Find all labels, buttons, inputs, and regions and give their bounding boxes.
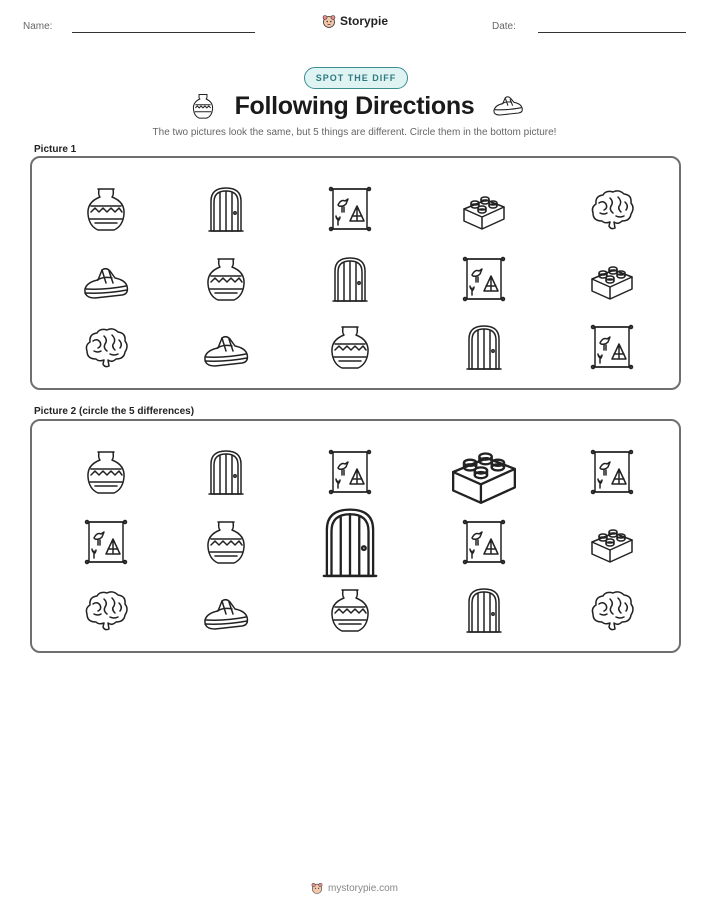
instructions-text: The two pictures look the same, but 5 things are different. Circle them in the bottom picture! — [152, 127, 557, 138]
scroll-icon — [588, 323, 636, 371]
vase-icon — [82, 185, 130, 233]
scroll-icon — [460, 255, 508, 303]
vase-icon[interactable] — [82, 448, 130, 496]
door-icon — [460, 323, 508, 371]
brain-icon — [82, 323, 130, 371]
page-title: Following Directions — [234, 92, 475, 120]
scroll-icon — [326, 185, 374, 233]
brain-icon — [588, 185, 636, 233]
brick-icon — [460, 185, 508, 233]
picture1-panel — [30, 156, 681, 390]
name-field[interactable] — [72, 32, 255, 33]
name-label: Name: — [23, 21, 53, 32]
brain-icon[interactable] — [82, 586, 130, 634]
storypie-logo-icon — [322, 14, 336, 28]
brick-icon[interactable] — [588, 518, 636, 566]
scroll-icon[interactable] — [460, 518, 508, 566]
brick-icon[interactable] — [447, 435, 521, 509]
vase-icon[interactable] — [202, 518, 250, 566]
door-icon[interactable] — [202, 448, 250, 496]
date-label: Date: — [492, 21, 516, 32]
brand-name: Storypie — [340, 14, 389, 28]
scroll-icon[interactable] — [82, 518, 130, 566]
sandal-icon — [202, 323, 250, 371]
storypie-footer-logo-icon — [311, 882, 323, 894]
brick-icon — [588, 255, 636, 303]
date-field[interactable] — [538, 32, 686, 33]
vase-icon — [202, 255, 250, 303]
door-icon[interactable] — [313, 505, 387, 579]
sandal-icon — [82, 255, 130, 303]
picture1-label: Picture 1 — [34, 144, 77, 155]
door-icon[interactable] — [460, 586, 508, 634]
picture2-panel[interactable] — [30, 419, 681, 653]
vase-icon[interactable] — [326, 586, 374, 634]
brain-icon[interactable] — [588, 586, 636, 634]
spot-the-diff-badge: SPOT THE DIFF — [304, 67, 408, 89]
door-icon — [202, 185, 250, 233]
sandal-icon[interactable] — [202, 586, 250, 634]
footer-site: mystorypie.com — [327, 882, 398, 894]
title-sandal-icon — [492, 93, 524, 122]
picture2-label: Picture 2 (circle the 5 differences) — [34, 406, 195, 417]
scroll-icon[interactable] — [326, 448, 374, 496]
scroll-icon[interactable] — [588, 448, 636, 496]
brand-logo — [322, 14, 388, 28]
footer — [0, 882, 709, 894]
vase-icon — [326, 323, 374, 371]
door-icon — [326, 255, 374, 303]
